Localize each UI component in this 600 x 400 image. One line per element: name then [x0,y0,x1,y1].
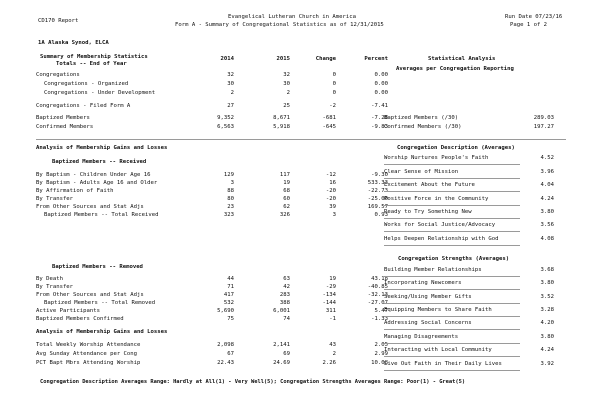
membership-row-1-col-2014: 30 [227,81,234,87]
report-title: Form A - Summary of Congregational Statistics as of 12/31/2015 [175,22,384,28]
membership-heading: Summary of Membership Statistics [40,54,148,60]
membership-row-5-col-2014: 6,563 [217,124,234,130]
col-change-header: Change [315,56,336,62]
received-row-3-col-change: -20 [325,196,336,202]
synod-name: 1A Alaska Synod, ELCA [38,40,109,46]
received-row-2-col-change: -20 [325,188,336,194]
received-row-0-col-2015: 117 [279,172,290,178]
description-row-divider [384,245,520,246]
removed-row-0-label: By Death [36,276,63,282]
strength-row-3-label: Equipping Members to Share Faith [384,307,492,313]
received-row-3-col-2015: 60 [283,196,290,202]
removed-row-1-col-2014: 71 [227,284,234,290]
analysis-row-1-value: 197.27 [533,124,554,130]
received-row-4-col-percent: 169.57 [367,204,388,210]
worship-row-2-label: PCT Bapt Mbrs Attending Worship [36,360,141,366]
description-row-0-label: Worship Nurtures People's Faith [384,155,489,161]
removed-row-0-col-2015: 63 [283,276,290,282]
strength-row-4-value: 4.20 [540,320,554,326]
strength-row-7-label: Live Out Faith in Their Daily Lives [384,361,502,367]
strengths-heading: Congregation Strengths (Averages) [398,256,510,262]
col-percent-header: Percent [364,56,388,62]
received-row-5-col-2015: 326 [279,212,290,218]
membership-row-2-col-2014: 2 [230,90,234,96]
received-row-4-col-2014: 23 [227,204,234,210]
worship-row-1-label: Avg Sunday Attendance per Cong [36,351,138,357]
membership-row-0-col-2015: 32 [283,72,290,78]
received-row-0-col-2014: 129 [223,172,234,178]
confirmed-row-col-percent: -1.33 [371,316,388,322]
received-row-3-col-percent: -25.00 [367,196,388,202]
worship-row-2-col-2015: 24.69 [273,360,290,366]
worship-row-1-col-change: 2 [332,351,336,357]
description-row-3-value: 4.24 [540,196,554,202]
run-date: Run Date 07/23/16 [505,14,563,20]
received-row-5-label: Baptized Members -- Total Received [44,212,159,218]
active-row-col-2015: 6,001 [273,308,290,314]
received-row-4-col-change: 39 [329,204,336,210]
worship-row-2-col-change: 2.26 [322,360,336,366]
membership-row-2-col-change: 0 [332,90,336,96]
confirmed-row-label: Baptized Members Confirmed [36,316,124,322]
removed-row-2-label: From Other Sources and Stat Adjs [36,292,144,298]
removed-row-0-col-percent: 43.18 [371,276,388,282]
strength-row-4-label: Addressing Social Concerns [384,320,472,326]
active-row-col-change: 311 [325,308,336,314]
received-row-1-label: By Baptism - Adults Age 16 and Older [36,180,158,186]
worship-row-1-col-2014: 67 [227,351,234,357]
organization-name: Evangelical Lutheran Church in America [228,14,356,20]
description-row-6-label: Helps Deepen Relationship with God [384,236,499,242]
active-row-label: Active Participants [36,308,100,314]
received-row-2-label: By Affirmation of Faith [36,188,114,194]
strength-row-0-value: 3.68 [540,267,554,273]
description-row-divider [384,231,520,232]
col-2015-header: 2015 [276,56,290,62]
gains-losses-heading: Analysis of Membership Gains and Losses [36,145,168,151]
removed-row-1-col-percent: -40.85 [367,284,388,290]
removed-row-1-col-change: -29 [325,284,336,290]
description-row-divider [384,218,520,219]
description-row-4-value: 3.80 [540,209,554,215]
membership-row-0-col-2014: 32 [227,72,234,78]
strength-row-5-value: 3.80 [540,334,554,340]
received-row-3-col-2014: 80 [227,196,234,202]
description-row-divider [384,205,520,206]
received-row-1-col-2015: 19 [283,180,290,186]
analysis-heading: Statistical Analysis [428,56,496,62]
worship-row-2-col-2014: 22.43 [217,360,234,366]
strength-row-divider [384,370,520,371]
strength-row-3-value: 3.28 [540,307,554,313]
description-row-1-value: 3.96 [540,169,554,175]
received-row-1-col-2014: 3 [230,180,234,186]
strength-row-divider [384,289,520,290]
received-row-0-col-percent: -9.30 [371,172,388,178]
received-row-5-col-percent: 0.93 [374,212,388,218]
strength-row-6-label: Interacting with Local Community [384,347,492,353]
worship-row-2-col-percent: 10.08 [371,360,388,366]
membership-row-0-col-change: 0 [332,72,336,78]
received-row-0-col-change: -12 [325,172,336,178]
col-2014-header: 2014 [220,56,234,62]
membership-row-3-col-change: -2 [329,103,336,109]
strength-row-divider [384,356,520,357]
strength-row-divider [384,303,520,304]
section-divider [36,139,566,140]
strength-row-divider [384,316,520,317]
worship-row-1-col-2015: 69 [283,351,290,357]
analysis-subheading: Averages per Congregation Reporting [396,66,514,72]
membership-subheading: Totals -- End of Year [56,61,127,67]
strength-row-1-value: 3.80 [540,280,554,286]
removed-row-3-col-percent: -27.07 [367,300,388,306]
received-row-3-label: By Transfer [36,196,74,202]
worship-row-0-col-2015: 2,141 [273,342,290,348]
confirmed-row-col-2014: 75 [227,316,234,322]
report-id: CD170 Report [38,18,79,24]
description-row-1-label: Clear Sense of Mission [384,169,459,175]
strength-row-2-label: Seeking/Using Member Gifts [384,294,472,300]
description-row-6-value: 4.08 [540,236,554,242]
description-row-5-label: Works for Social Justice/Advocacy [384,222,496,228]
worship-row-0-col-percent: 2.05 [374,342,388,348]
description-row-0-value: 4.52 [540,155,554,161]
analysis-row-1-label: Confirmed Members (/30) [384,124,462,130]
membership-row-1-col-2015: 30 [283,81,290,87]
membership-row-3-label: Congregations - Filed Form A [36,103,131,109]
active-row-col-2014: 5,690 [217,308,234,314]
membership-row-4-col-2015: 8,671 [273,115,290,121]
membership-row-1-col-percent: 0.00 [374,81,388,87]
worship-row-0-col-change: 43 [329,342,336,348]
membership-row-5-col-2015: 5,918 [273,124,290,130]
removed-row-3-col-change: -144 [322,300,336,306]
membership-row-4-col-change: -681 [322,115,336,121]
worship-row-1-col-percent: 2.99 [374,351,388,357]
membership-row-5-col-change: -645 [322,124,336,130]
received-row-2-col-percent: -22.73 [367,188,388,194]
membership-row-0-col-percent: 0.00 [374,72,388,78]
membership-row-4-col-percent: -7.28 [371,115,388,121]
received-row-5-col-2014: 323 [223,212,234,218]
removed-heading: Baptized Members -- Removed [52,264,143,270]
removed-row-2-col-2015: 283 [279,292,290,298]
membership-row-4-label: Baptized Members [36,115,90,121]
strength-row-1-label: Incorporating Newcomers [384,280,462,286]
averages-range-footnote: Congregation Description Averages Range: Hardly at All(1) - Very Well(5); Congregation Strengths Averages Range: Poor(1) - Great(5) [40,379,466,385]
strength-row-6-value: 4.24 [540,347,554,353]
description-row-2-value: 4.04 [540,182,554,188]
received-row-2-col-2015: 68 [283,188,290,194]
received-heading: Baptized Members -- Received [52,159,147,165]
confirmed-row-col-change: -1 [329,316,336,322]
analysis-row-0-value: 289.03 [533,115,554,121]
strength-row-divider [384,329,520,330]
removed-row-2-col-change: -134 [322,292,336,298]
removed-row-2-col-percent: -32.13 [367,292,388,298]
membership-row-2-col-2015: 2 [286,90,290,96]
worship-row-0-label: Total Weekly Worship Attendance [36,342,141,348]
received-row-1-col-change: 16 [329,180,336,186]
received-row-0-label: By Baptism - Children Under Age 16 [36,172,151,178]
removed-row-3-label: Baptized Members -- Total Removed [44,300,156,306]
membership-row-3-col-2014: 27 [227,103,234,109]
received-row-2-col-2014: 88 [227,188,234,194]
description-heading: Congregation Description (Averages) [397,145,515,151]
membership-row-5-label: Confirmed Members [36,124,94,130]
worship-row-0-col-2014: 2,098 [217,342,234,348]
membership-row-2-col-percent: 0.00 [374,90,388,96]
strength-row-7-value: 3.92 [540,361,554,367]
removed-row-2-col-2014: 417 [223,292,234,298]
received-row-4-col-2015: 62 [283,204,290,210]
strength-row-divider [384,276,520,277]
description-row-divider [384,191,520,192]
description-row-divider [384,178,520,179]
received-row-5-col-change: 3 [332,212,336,218]
removed-row-1-col-2015: 42 [283,284,290,290]
description-row-2-label: Excitement About the Future [384,182,475,188]
membership-row-1-label: Congregations - Organized [44,81,129,87]
received-row-4-label: From Other Sources and Stat Adjs [36,204,144,210]
removed-row-0-col-change: 19 [329,276,336,282]
description-row-3-label: Positive Force in the Community [384,196,489,202]
received-row-1-col-percent: 533.33 [367,180,388,186]
removed-row-0-col-2014: 44 [227,276,234,282]
removed-row-3-col-2014: 532 [223,300,234,306]
membership-row-2-label: Congregations - Under Development [44,90,156,96]
membership-row-5-col-percent: -9.83 [371,124,388,130]
strength-row-divider [384,343,520,344]
membership-row-0-label: Congregations [36,72,80,78]
description-row-divider [384,164,520,165]
confirmed-row-col-2015: 74 [283,316,290,322]
membership-row-4-col-2014: 9,352 [217,115,234,121]
removed-row-3-col-2015: 388 [279,300,290,306]
removed-row-1-label: By Transfer [36,284,74,290]
analysis-row-0-label: Baptized Members (/30) [384,115,459,121]
description-row-5-value: 3.56 [540,222,554,228]
active-row-col-percent: 5.47 [374,308,388,314]
membership-row-3-col-2015: 25 [283,103,290,109]
membership-row-3-col-percent: -7.41 [371,103,388,109]
description-row-4-label: Ready to Try Something New [384,209,472,215]
membership-row-1-col-change: 0 [332,81,336,87]
worship-heading: Analysis of Membership Gains and Losses [36,329,168,335]
strength-row-0-label: Building Member Relationships [384,267,482,273]
strength-row-5-label: Managing Disagreements [384,334,459,340]
page-number: Page 1 of 2 [510,22,548,28]
strength-row-2-value: 3.52 [540,294,554,300]
